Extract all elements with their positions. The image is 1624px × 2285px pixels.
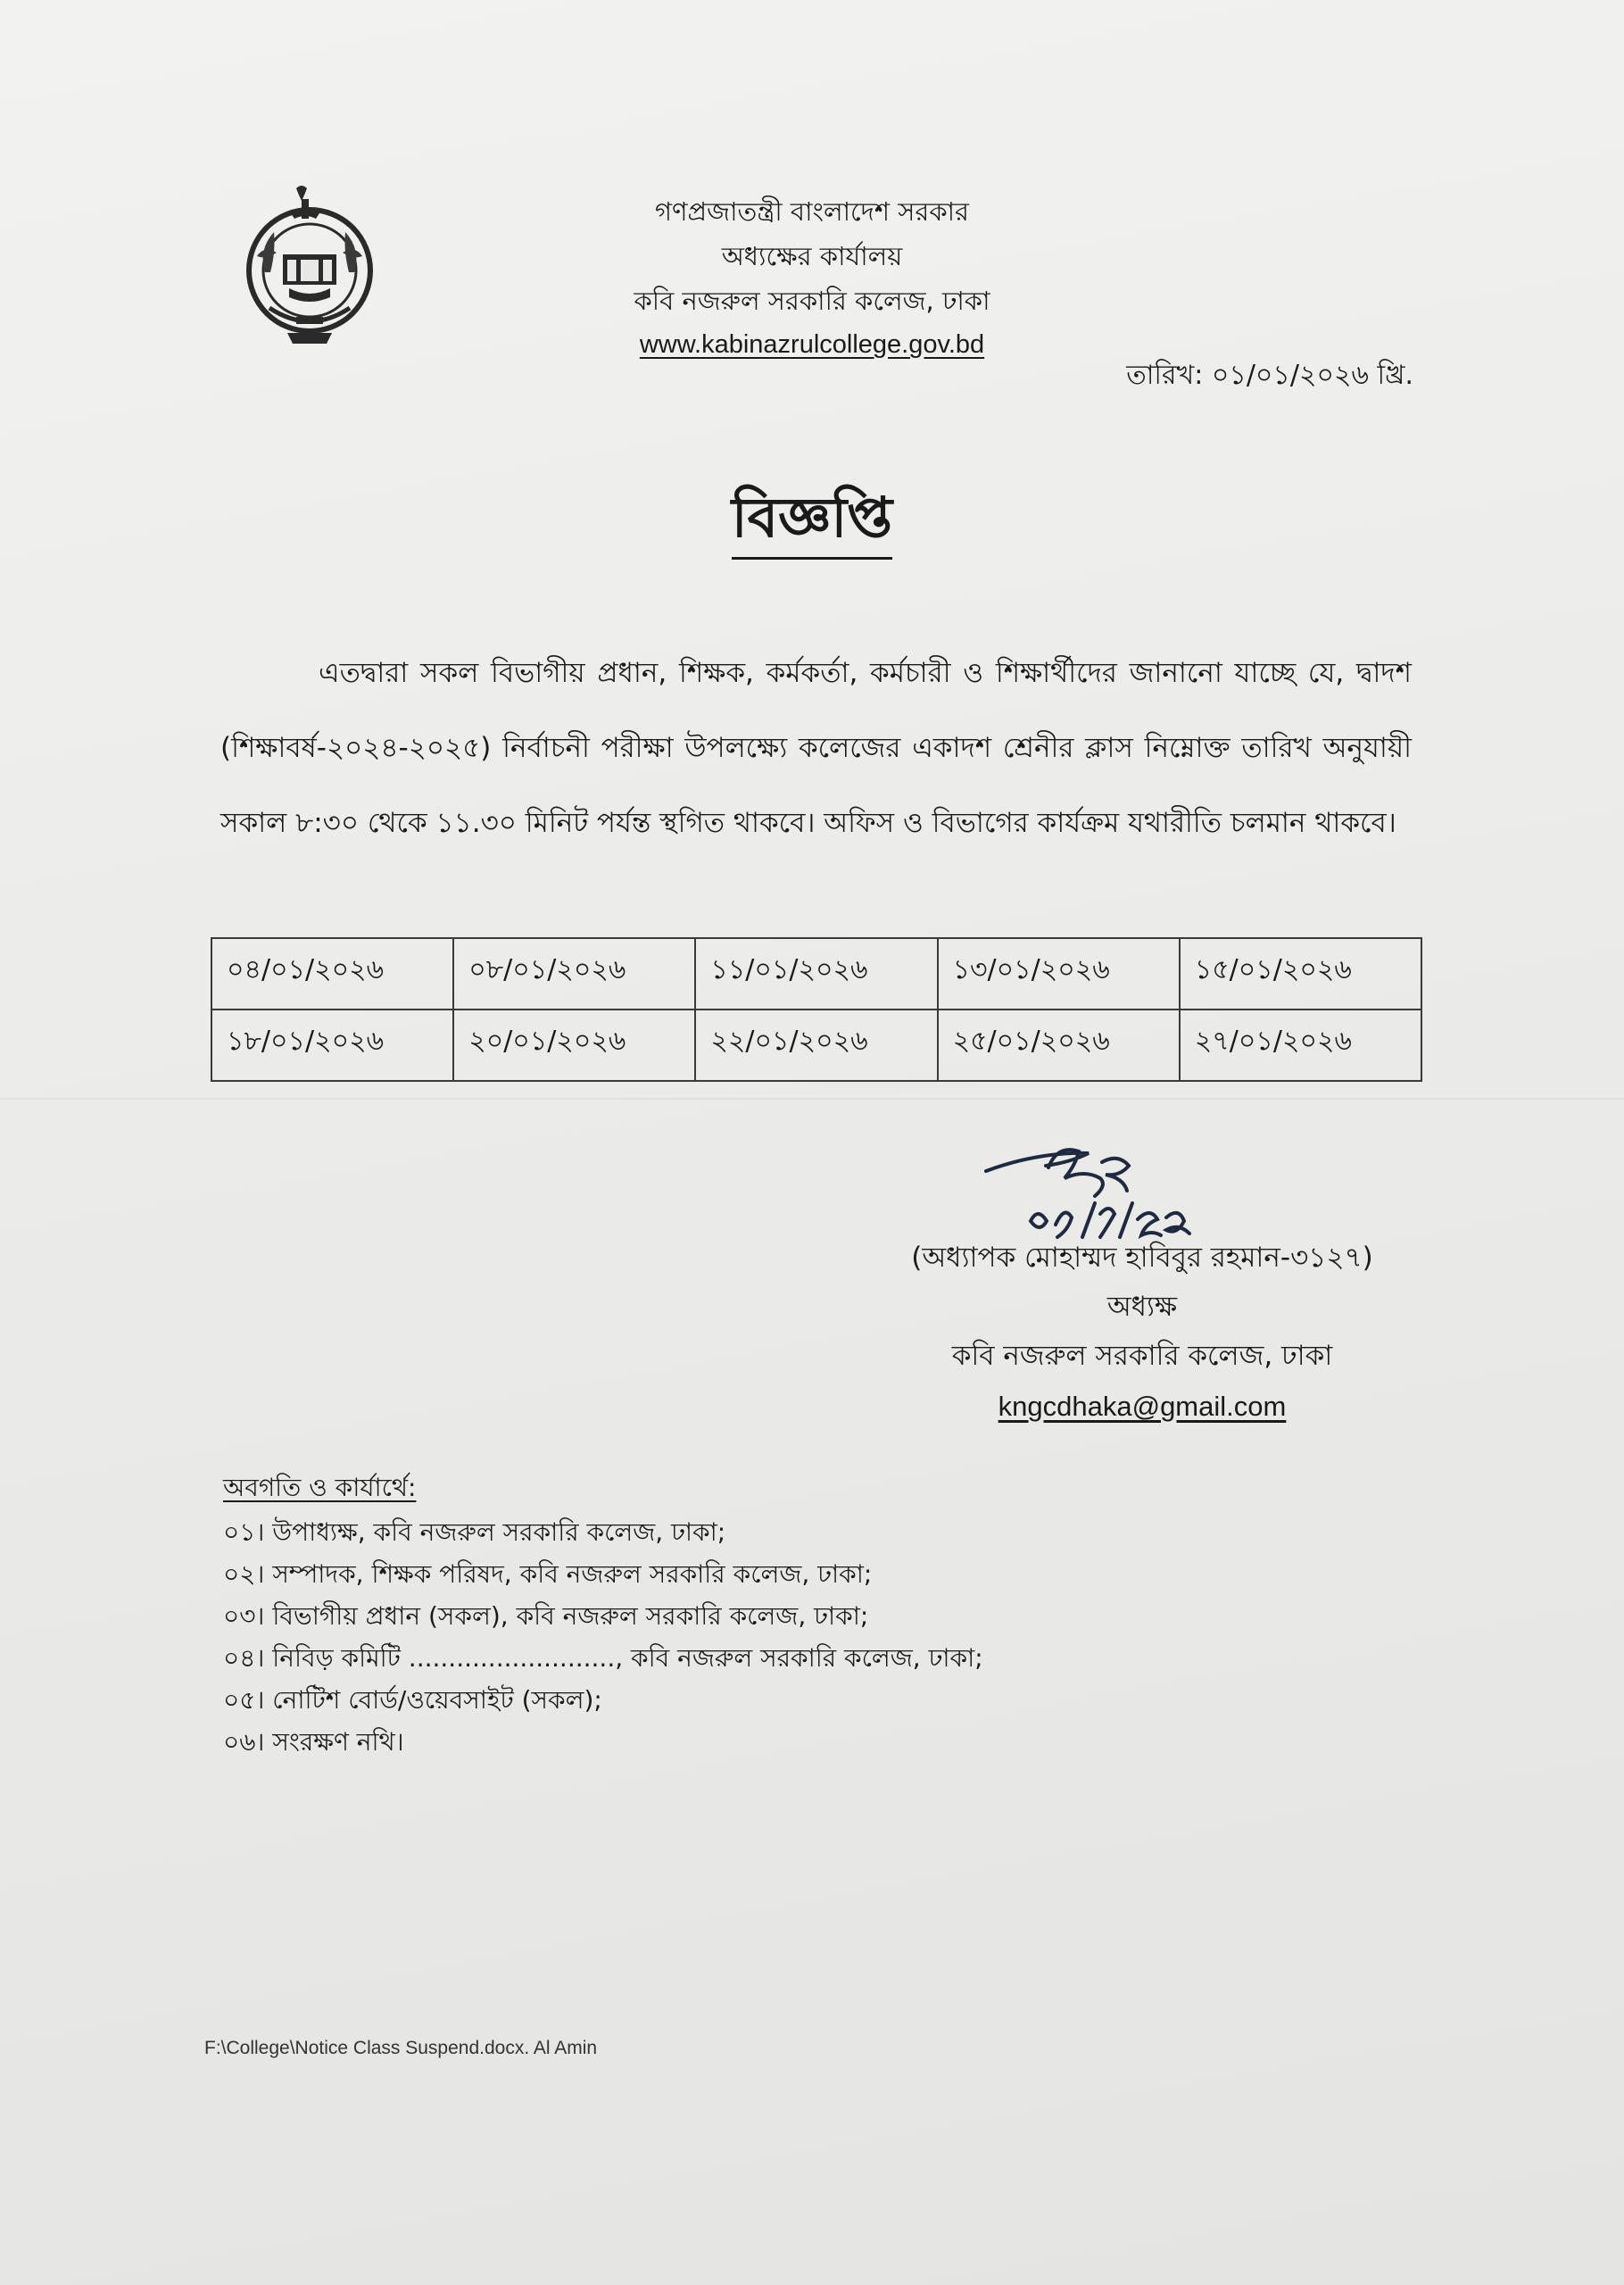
list-item: ০২। সম্পাদক, শিক্ষক পরিষদ, কবি নজরুল সরকারি কলেজ, ঢাকা; xyxy=(223,1559,873,1589)
government-name: গণপ্রজাতন্ত্রী বাংলাদেশ সরকার xyxy=(654,196,970,227)
table-row xyxy=(211,1010,1421,1081)
date-cell: ১৫/০১/২০২৬ xyxy=(1180,938,1421,1010)
notice-body: এতদ্বারা সকল বিভাগীয় প্রধান, শিক্ষক, কর্মকর্তা, কর্মচারী ও শিক্ষার্থীদের জানানো যাচ্ছে যে, দ্বাদশ (শিক্ষাবর্ষ-২০২৪-২০২৫) নির্বাচনী পরীক্ষা উপলক্ষ্যে কলেজের একাদশ শ্রেনীর ক্লাস নিম্নোক্ত তারিখ অনুযায়ী সকাল ৮:৩০ থেকে ১১.৩০ মিনিট পর্যন্ত স্থগিত থাকবে। অফিস ও বিভাগের কার্যক্রম যথারীতি চলমান থাকবে। xyxy=(220,657,1412,839)
list-item: ০৬। সংরক্ষণ নথি। xyxy=(223,1727,404,1757)
date-cell: ০৪/০১/২০২৬ xyxy=(211,938,453,1010)
signatory-college: কবি নজরুল সরকারি কলেজ, ঢাকা xyxy=(951,1340,1333,1372)
list-item: ০৪। নিবিড় কমিটি .........................., কবি নজরুল সরকারি কলেজ, ঢাকা; xyxy=(223,1643,983,1673)
college-name: কবি নজরুল সরকারি কলেজ, ঢাকা xyxy=(634,286,990,316)
notice-title: বিজ্ঞপ্তি xyxy=(732,482,892,560)
office-name: অধ্যক্ষের কার্যালয় xyxy=(721,241,903,271)
distribution-heading: অবগতি ও কার্যার্থে: xyxy=(223,1473,417,1502)
date-cell: ২২/০১/২০২৬ xyxy=(695,1010,937,1081)
paper-crease xyxy=(0,1098,1624,1100)
date-cell: ১৮/০১/২০২৬ xyxy=(211,1010,453,1081)
signatory-block xyxy=(839,1234,1446,1433)
distribution-list xyxy=(223,1511,983,1763)
list-item: ০৩। বিভাগীয় প্রধান (সকল), কবি নজরুল সরকারি কলেজ, ঢাকা; xyxy=(223,1601,869,1631)
list-item: ০৫। নোটিশ বোর্ড/ওয়েবসাইট (সকল); xyxy=(223,1685,602,1715)
suspension-dates-table xyxy=(211,937,1422,1082)
date-cell: ২০/০১/২০২৬ xyxy=(453,1010,695,1081)
table-row xyxy=(211,938,1421,1010)
date-cell: ১১/০১/২০২৬ xyxy=(695,938,937,1010)
date-cell: ০৮/০১/২০২৬ xyxy=(453,938,695,1010)
college-email-link[interactable]: kngcdhaka@gmail.com xyxy=(998,1391,1287,1422)
file-path-footer: F:\College\Notice Class Suspend.docx. Al Amin xyxy=(204,2038,598,2058)
signatory-name: (অধ্যাপক মোহাম্মদ হাবিবুর রহমান-৩১২৭) xyxy=(911,1242,1373,1274)
date-cell: ২৫/০১/২০২৬ xyxy=(938,1010,1180,1081)
notice-date: তারিখ: ০১/০১/২০২৬ খ্রি. xyxy=(1126,360,1413,391)
signatory-designation: অধ্যক্ষ xyxy=(1106,1291,1178,1323)
list-item: ০১। উপাধ্যক্ষ, কবি নজরুল সরকারি কলেজ, ঢাকা; xyxy=(223,1517,726,1547)
letterhead xyxy=(500,189,1124,366)
notice-title-wrap xyxy=(0,482,1624,560)
government-seal-icon xyxy=(234,183,385,348)
date-cell: ১৩/০১/২০২৬ xyxy=(938,938,1180,1010)
date-cell: ২৭/০১/২০২৬ xyxy=(1180,1010,1421,1081)
college-website-link[interactable]: www.kabinazrulcollege.gov.bd xyxy=(639,330,985,359)
